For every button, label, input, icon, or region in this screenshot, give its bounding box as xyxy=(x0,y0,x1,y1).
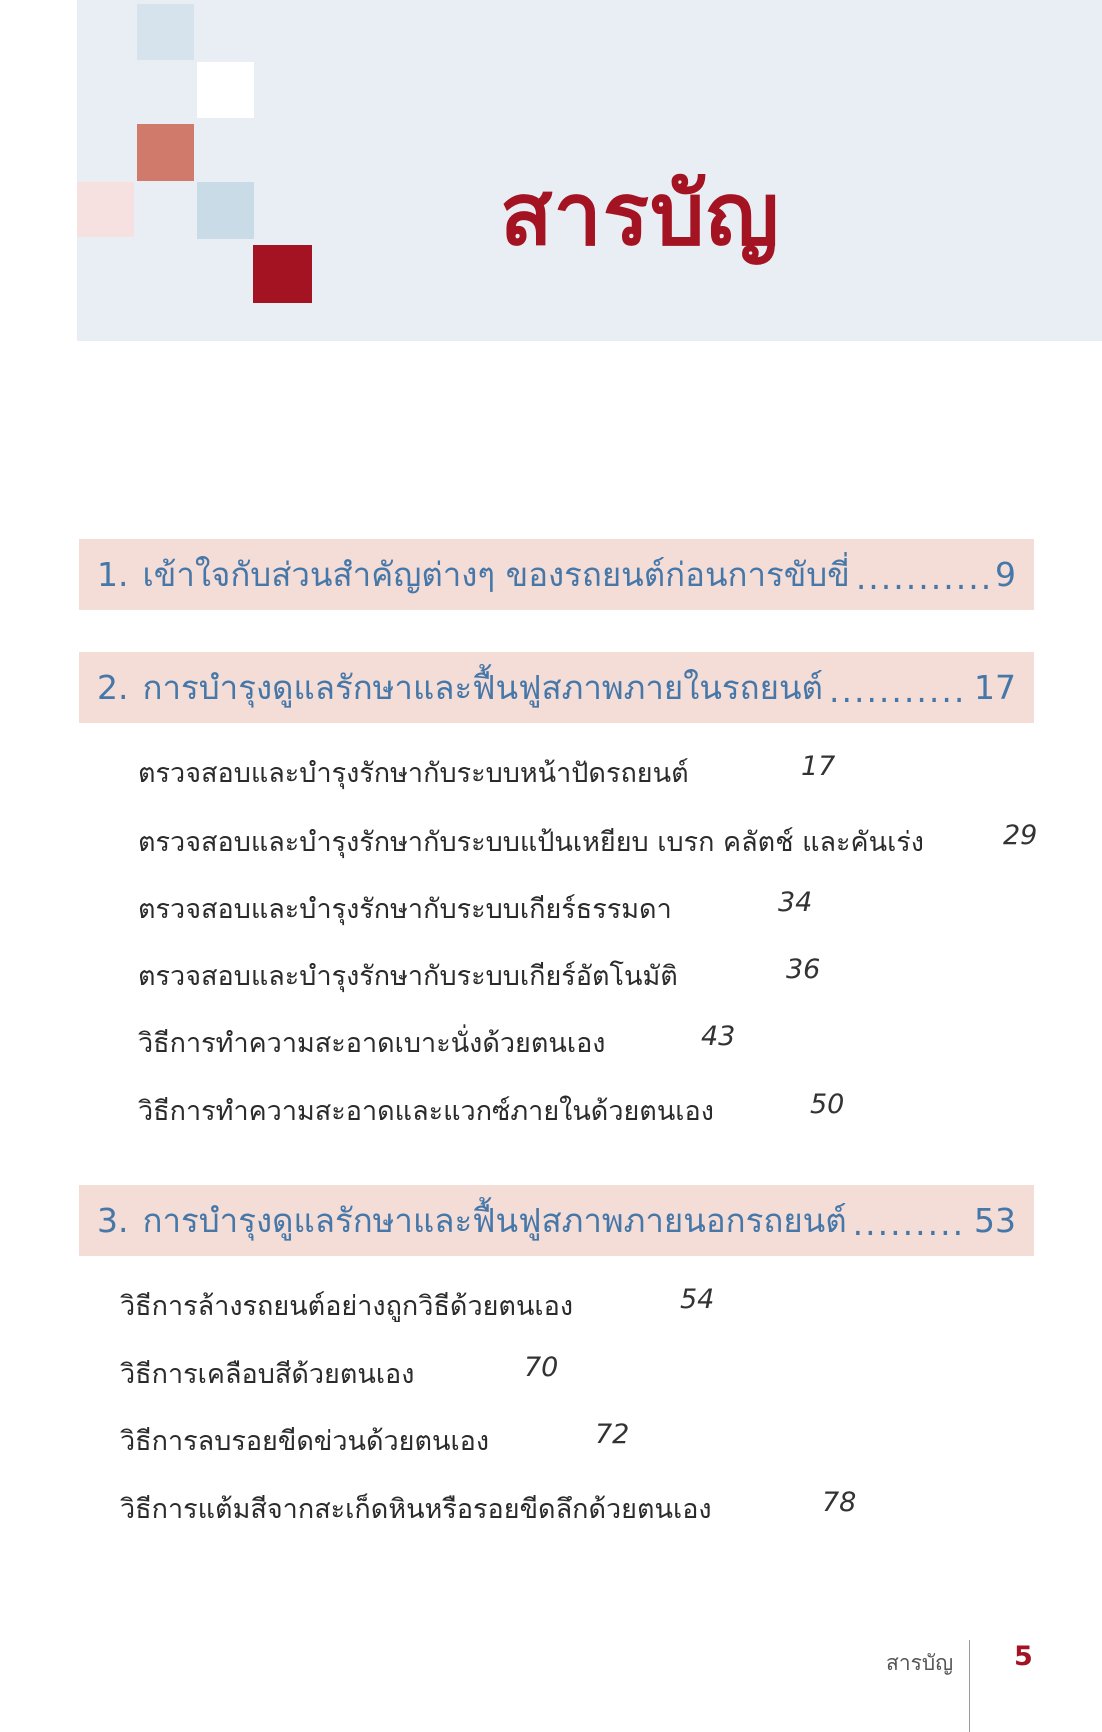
toc-item-page: 50 xyxy=(810,1089,845,1120)
toc-item-page: 54 xyxy=(680,1284,715,1315)
dot-leader xyxy=(829,674,968,723)
footer-page-number: 5 xyxy=(1014,1641,1033,1672)
footer-divider xyxy=(969,1640,970,1732)
toc-item-title: วิธีการแต้มสีจากสะเก็ดหินหรือรอยขีดลึกด้วยตนเอง xyxy=(120,1494,712,1525)
section-number: 2. xyxy=(97,668,129,707)
toc-item-title: ตรวจสอบและบำรุงรักษากับระบบแป้นเหยียบ เบรก คลัตช์ และคันเร่ง xyxy=(138,827,924,858)
section-title: การบำรุงดูแลรักษาและฟื้นฟูสภาพภายในรถยนต์ xyxy=(142,668,823,707)
toc-item[interactable] xyxy=(120,1352,559,1392)
section-title: การบำรุงดูแลรักษาและฟื้นฟูสภาพภายนอกรถยนต์ xyxy=(142,1201,847,1240)
sq-salmon xyxy=(137,124,194,181)
toc-item-page: 36 xyxy=(786,954,821,985)
toc-item-page: 34 xyxy=(778,887,813,918)
dot-leader xyxy=(853,1207,968,1256)
section-number: 1. xyxy=(97,555,129,594)
toc-item-title: ตรวจสอบและบำรุงรักษากับระบบเกียร์ธรรมดา xyxy=(138,894,672,925)
toc-item[interactable] xyxy=(138,954,821,994)
section-number: 3. xyxy=(97,1201,129,1240)
toc-item-page: 29 xyxy=(1003,820,1038,851)
dot-leader xyxy=(856,561,989,610)
section-page: 53 xyxy=(974,1201,1016,1240)
toc-item[interactable] xyxy=(120,1487,857,1527)
toc-item-page: 72 xyxy=(595,1419,630,1450)
toc-item[interactable] xyxy=(138,1089,845,1129)
toc-item-title: ตรวจสอบและบำรุงรักษากับระบบเกียร์อัตโนมัติ xyxy=(138,961,678,992)
toc-item[interactable] xyxy=(138,887,813,927)
sq-white xyxy=(197,62,254,118)
toc-item-title: วิธีการทำความสะอาดและแวกซ์ภายในด้วยตนเอง xyxy=(138,1096,714,1127)
section-page: 17 xyxy=(974,668,1016,707)
toc-item-page: 17 xyxy=(801,751,836,782)
sq-pale-pink xyxy=(77,182,134,237)
sq-light-blue-top xyxy=(137,4,194,60)
footer-label: สารบัญ xyxy=(886,1651,954,1675)
toc-item-page: 78 xyxy=(822,1487,857,1518)
toc-item-title: วิธีการลบรอยขีดข่วนด้วยตนเอง xyxy=(120,1426,490,1457)
toc-item[interactable] xyxy=(120,1419,630,1459)
toc-item[interactable] xyxy=(120,1284,715,1324)
toc-item-title: ตรวจสอบและบำรุงรักษากับระบบหน้าปัดรถยนต์ xyxy=(138,758,689,789)
toc-item-page: 70 xyxy=(524,1352,559,1383)
toc-item-title: วิธีการเคลือบสีด้วยตนเอง xyxy=(120,1359,415,1390)
section-title: เข้าใจกับส่วนสำคัญต่างๆ ของรถยนต์ก่อนการขับขี่ xyxy=(142,555,850,594)
page-title: สารบัญ xyxy=(500,165,780,265)
toc-section-2[interactable] xyxy=(79,652,1034,723)
toc-section-3[interactable] xyxy=(79,1185,1034,1256)
toc-item[interactable] xyxy=(138,751,836,791)
toc-item[interactable] xyxy=(138,1021,736,1061)
section-page: 9 xyxy=(995,555,1016,594)
sq-dark-red xyxy=(253,245,312,303)
toc-item-title: วิธีการล้างรถยนต์อย่างถูกวิธีด้วยตนเอง xyxy=(120,1291,574,1322)
toc-item-title: วิธีการทำความสะอาดเบาะนั่งด้วยตนเอง xyxy=(138,1028,606,1059)
sq-light-blue-mid xyxy=(197,182,254,239)
toc-item[interactable] xyxy=(138,820,1038,860)
toc-section-1[interactable] xyxy=(79,539,1034,610)
toc-item-page: 43 xyxy=(701,1021,736,1052)
